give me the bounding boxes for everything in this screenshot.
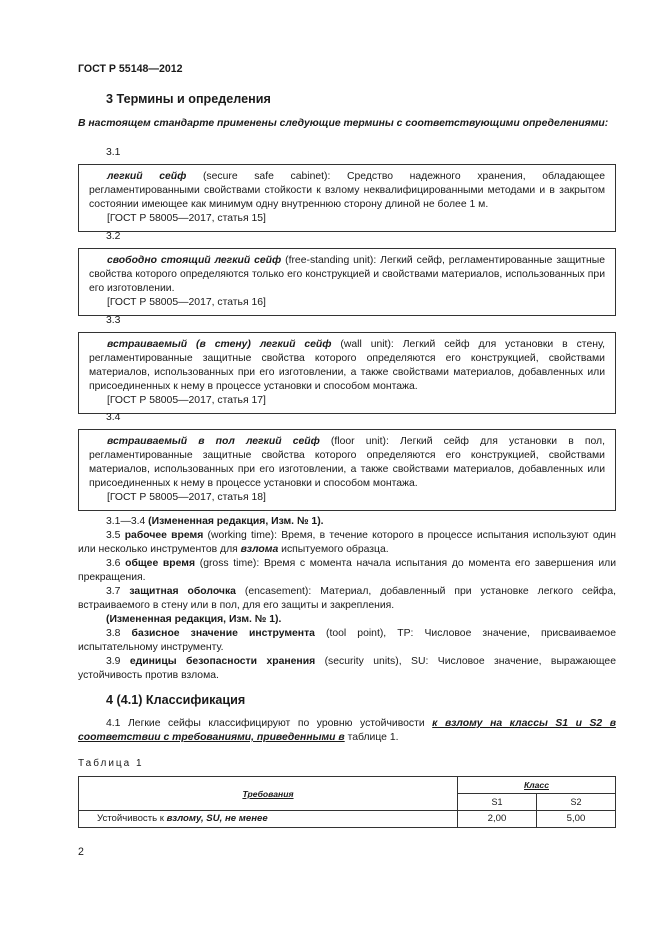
clause-3-8: 3.8 базисное значение инструмента (tool point), TP: Числовое значение, присваиваемое испытательному инструменту.	[78, 628, 616, 653]
term-definition: (wall unit): Легкий сейф для установки в стену, регламентированные защитные свойства которого определяются его конструкцией, свойствами материалов, использованных при его изготовлении, а также свойствами материалов, добавленных или присоединенных к нему в процессе установки и способом монтажа.	[89, 339, 605, 392]
term-number: 3.1	[106, 147, 121, 158]
clause-3-5: 3.5 рабочее время (working time): Время, в течение которого в процессе испытания используют один или несколько инструментов для взлома испытуемого образца.	[78, 530, 617, 555]
table-header-class: Класс	[458, 777, 616, 794]
table-cell-s2: 5,00	[537, 811, 616, 828]
amendment-note: 3.1—3.4 (Измененная редакция, Изм. № 1).	[106, 516, 324, 527]
term-reference: [ГОСТ Р 58005—2017, статья 16]	[107, 297, 266, 308]
table-header-s1: S1	[458, 794, 537, 811]
amendment-note: (Измененная редакция, Изм. № 1).	[106, 614, 282, 625]
section-3-paragraphs	[78, 515, 616, 683]
classification-table	[78, 776, 616, 828]
term-box	[78, 332, 616, 414]
table-header-requirements: Требования	[79, 777, 458, 811]
table-header-s2: S2	[537, 794, 616, 811]
table-row-label: Устойчивость к взлому, SU, не менее	[79, 811, 458, 828]
table-caption: Таблица 1	[78, 758, 144, 769]
clause-3-9: 3.9 единицы безопасности хранения (security units), SU: Числовое значение, выражающее устойчивость против взлома.	[78, 656, 616, 681]
term-name: встраиваемый в пол легкий сейф	[107, 436, 320, 447]
clause-3-7: 3.7 защитная оболочка (encasement): Материал, добавленный при установке легкого сейфа, встраиваемого в стену или в пол, для его защиты и закрепления.	[78, 586, 616, 611]
term-number: 3.4	[106, 412, 121, 423]
clause-4-1: 4.1 Легкие сейфы классифицируют по уровню устойчивости к взлому на классы S1 и S2 в соответствии с требованиями, приведенными в таблице 1.	[78, 718, 616, 743]
section-3-title: 3 Термины и определения	[106, 92, 271, 106]
term-reference: [ГОСТ Р 58005—2017, статья 17]	[107, 395, 266, 406]
table-cell-s1: 2,00	[458, 811, 537, 828]
term-name: легкий сейф	[107, 171, 187, 182]
page-number: 2	[78, 846, 84, 858]
term-name: свободно стоящий легкий сейф	[107, 255, 282, 266]
term-box	[78, 248, 616, 316]
term-number: 3.2	[106, 231, 121, 242]
document-header: ГОСТ Р 55148—2012	[78, 63, 183, 75]
term-reference: [ГОСТ Р 58005—2017, статья 15]	[107, 213, 266, 224]
term-name: встраиваемый (в стену) легкий сейф	[107, 339, 332, 350]
term-box	[78, 164, 616, 232]
clause-3-6: 3.6 общее время (gross time): Время с момента начала испытания до момента его завершения или прекращения.	[78, 558, 616, 583]
term-number: 3.3	[106, 315, 121, 326]
term-definition: (free-standing unit): Легкий сейф, регламентированные защитные свойства которого определяются только его конструкцией и свойствами материалов, использованных при его изготовлении.	[89, 255, 605, 294]
section-3-intro: В настоящем стандарте применены следующие термины с соответствующими определениями:	[78, 118, 609, 129]
table-row	[79, 811, 616, 828]
term-definition: (secure safe cabinet): Средство надежного хранения, обладающее регламентированными свойствами стойкости к взлому неквалифицированными методами и в закрытом состоянии имеющее как минимум одну внутреннюю сторону длиной не более 1 м.	[89, 171, 605, 210]
term-reference: [ГОСТ Р 58005—2017, статья 18]	[107, 492, 266, 503]
section-4-title: 4 (4.1) Классификация	[106, 693, 246, 707]
term-definition: (floor unit): Легкий сейф для установки в пол, регламентированные защитные свойства которого определяются его конструкцией, свойствами материалов, использованных при его изготовлении, а также свойствами материалов, добавленных или присоединенных к нему в процессе установки и способом монтажа.	[89, 436, 605, 489]
term-box	[78, 429, 616, 511]
